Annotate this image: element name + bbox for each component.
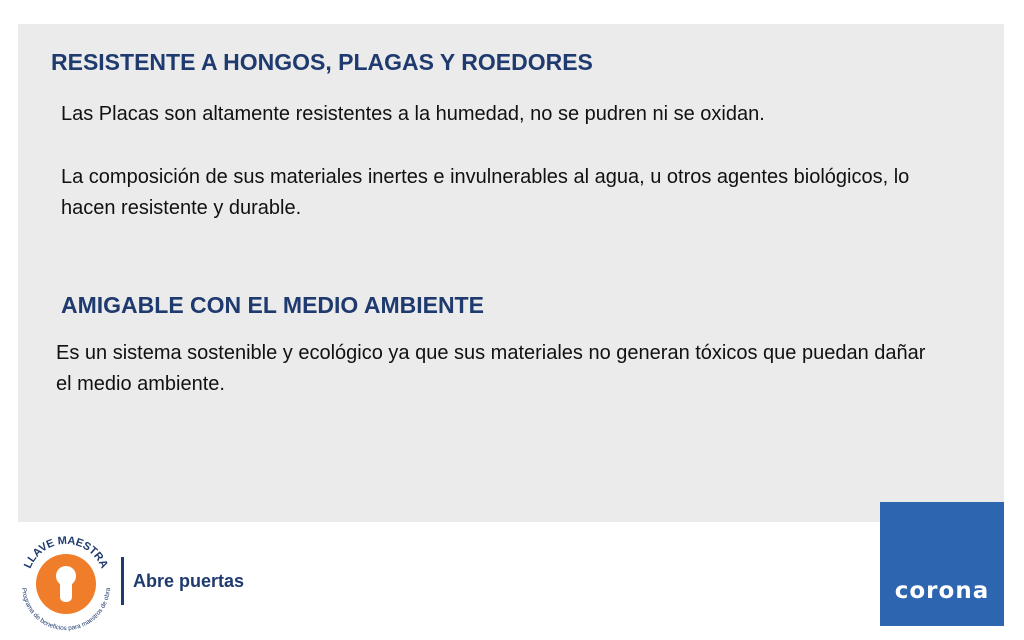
corona-logo [880, 502, 1004, 626]
resistance-paragraph-1: Las Placas son altamente resistentes a la humedad, no se pudren ni se oxidan. [61, 103, 765, 125]
llave-maestra-tagline: Abre puertas [133, 571, 245, 591]
llave-maestra-ring-text: Programa de beneficios para maestros de obra [20, 587, 112, 633]
section-heading-resistance: RESISTENTE A HONGOS, PLAGAS Y ROEDORES [51, 49, 593, 75]
logo-divider [121, 557, 124, 605]
llave-maestra-logo [14, 530, 118, 634]
environment-paragraph: Es un sistema sostenible y ecológico ya que sus materiales no generan tóxicos que puedan dañar el medio ambiente. [56, 342, 926, 395]
llave-maestra-name: LLAVE MAESTRA [21, 534, 111, 571]
section-heading-environment: AMIGABLE CON EL MEDIO AMBIENTE [61, 292, 484, 318]
corona-wordmark: corona [894, 578, 990, 604]
resistance-paragraph-2: La composición de sus materiales inertes e invulnerables al agua, u otros agentes biológicos, lo hacen resistente y durable. [61, 166, 910, 219]
